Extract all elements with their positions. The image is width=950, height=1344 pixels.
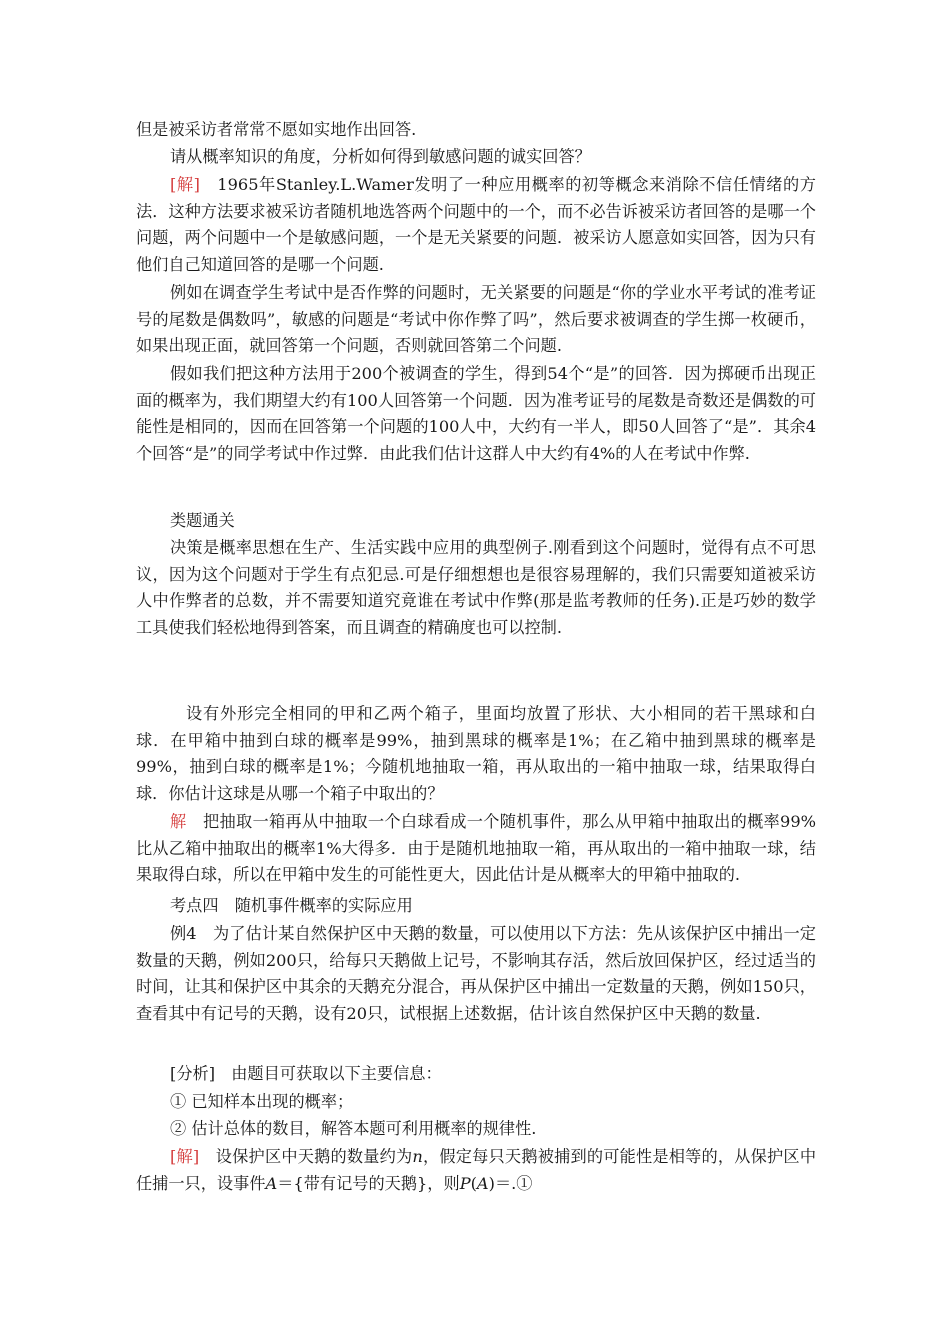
analysis-label: [分析] bbox=[170, 1064, 216, 1083]
variable-a-2: A bbox=[476, 1173, 489, 1193]
solution-paragraph-1 bbox=[136, 172, 816, 278]
assume-paragraph: 假如我们把这种方法用于200个被调查的学生，得到54个“是”的回答．因为掷硬币出现正面的概率为，我们期望大约有100人回答第一个问题．因为准考证号的尾数是奇数还是偶数的可能性是相同的，因而在回答第一个问题的100人中，大约有一半人，即50人回答了“是”．其余4个回答“是”的同学考试中作过弊．由此我们估计这群人中大约有4%的人在考试中作弊. bbox=[136, 364, 816, 463]
question-paragraph: 请从概率知识的角度，分析如何得到敏感问题的诚实回答？ bbox=[170, 147, 591, 166]
paren-open: ( bbox=[470, 1173, 477, 1193]
solution-paragraph-2 bbox=[136, 809, 816, 889]
info-item-1: ① 已知样本出现的概率； bbox=[170, 1092, 354, 1111]
solution-paragraph-3 bbox=[136, 1144, 816, 1197]
solution-label-2: 解 bbox=[170, 812, 187, 831]
variable-p: P bbox=[459, 1173, 471, 1193]
example-paragraph: 例如在调查学生考试中是否作弊的问题时，无关紧要的问题是“你的学业水平考试的准考证号的尾数是偶数吗”，敏感的问题是“考试中你作弊了吗”，然后要求被调查的学生掷一枚硬币，如果出现正面，就回答第一个问题，否则就回答第二个问题. bbox=[136, 283, 816, 356]
solution-label-3: [解] bbox=[170, 1147, 200, 1166]
solution-text-3a: 设保护区中天鹅的数量约为 bbox=[215, 1147, 413, 1166]
analysis-paragraph bbox=[136, 1061, 816, 1088]
solution-text-3c: ＝{带有记号的天鹅}，则 bbox=[277, 1173, 460, 1193]
solution-label: [解] bbox=[170, 175, 200, 194]
example4-paragraph: 例4 为了估计某自然保护区中天鹅的数量，可以使用以下方法：先从该保护区中捕出一定数量的天鹅，例如200只，给每只天鹅做上记号，不影响其存活，然后放回保护区，经过适当的时间，让其和保护区中其余的天鹅充分混合，再从保护区中捕出一定数量的天鹅，例如150只，查看其中有记号的天鹅，设有20只，试根据上述数据，估计该自然保护区中天鹅的数量. bbox=[136, 924, 816, 1023]
variable-a: A bbox=[265, 1173, 278, 1193]
solution-text-2: 把抽取一箱再从中抽取一个白球看成一个随机事件，那么从甲箱中抽取出的概率99%比从乙箱中抽取出的概率1%大得多．由于是随机地抽取一箱，再从取出的一箱中抽取一球，结果取得白球，所以在甲箱中发生的可能性更大，因此估计是从概率大的甲箱中抽取的. bbox=[136, 812, 817, 885]
kaodian-heading: 考点四 随机事件概率的实际应用 bbox=[170, 896, 413, 915]
analysis-text: 由题目可获取以下主要信息： bbox=[231, 1064, 442, 1083]
solution-text-3d: )＝.① bbox=[488, 1173, 533, 1193]
info-item-2: ② 估计总体的数目，解答本题可利用概率的规律性. bbox=[170, 1119, 537, 1138]
problem-paragraph: 设有外形完全相同的甲和乙两个箱子，里面均放置了形状、大小相同的若干黑球和白球．在甲箱中抽到白球的概率是99%，抽到黑球的概率是1%；在乙箱中抽到黑球的概率是99%，抽到白球的概率是1%；今随机地抽取一箱，再从取出的一箱中抽取一球，结果取得白球．你估计这球是从哪一个箱子中取出的？ bbox=[136, 704, 816, 803]
variable-n: n bbox=[412, 1147, 423, 1166]
category-title: 类题通关 bbox=[170, 511, 235, 530]
solution-text: 1965年Stanley.L.Wamer发明了一种应用概率的初等概念来消除不信任情绪的方法．这种方法要求被采访者随机地选答两个问题中的一个，而不必告诉被采访者回答的是哪一个问题，两个问题中一个是敏感问题，一个是无关紧要的问题．被采访人愿意如实回答，因为只有他们自己知道回答的是哪一个问题. bbox=[136, 175, 816, 274]
solution-text-3b: ，假定每只天鹅被捕到的可能性是相等的，从保护区中任捕一只，设事件 bbox=[136, 1147, 817, 1193]
text-line-top: 但是被采访者常常不愿如实地作出回答. bbox=[136, 120, 417, 139]
category-paragraph: 决策是概率思想在生产、生活实践中应用的典型例子.刚看到这个问题时，觉得有点不可思议，因为这个问题对于学生有点犯忌.可是仔细想想也是很容易理解的，我们只需要知道被采访人中作弊者的总数，并不需要知道究竟谁在考试中作弊(那是监考教师的任务).正是巧妙的数学工具使我们轻松地得到答案，而且调查的精确度也可以控制. bbox=[136, 538, 816, 637]
